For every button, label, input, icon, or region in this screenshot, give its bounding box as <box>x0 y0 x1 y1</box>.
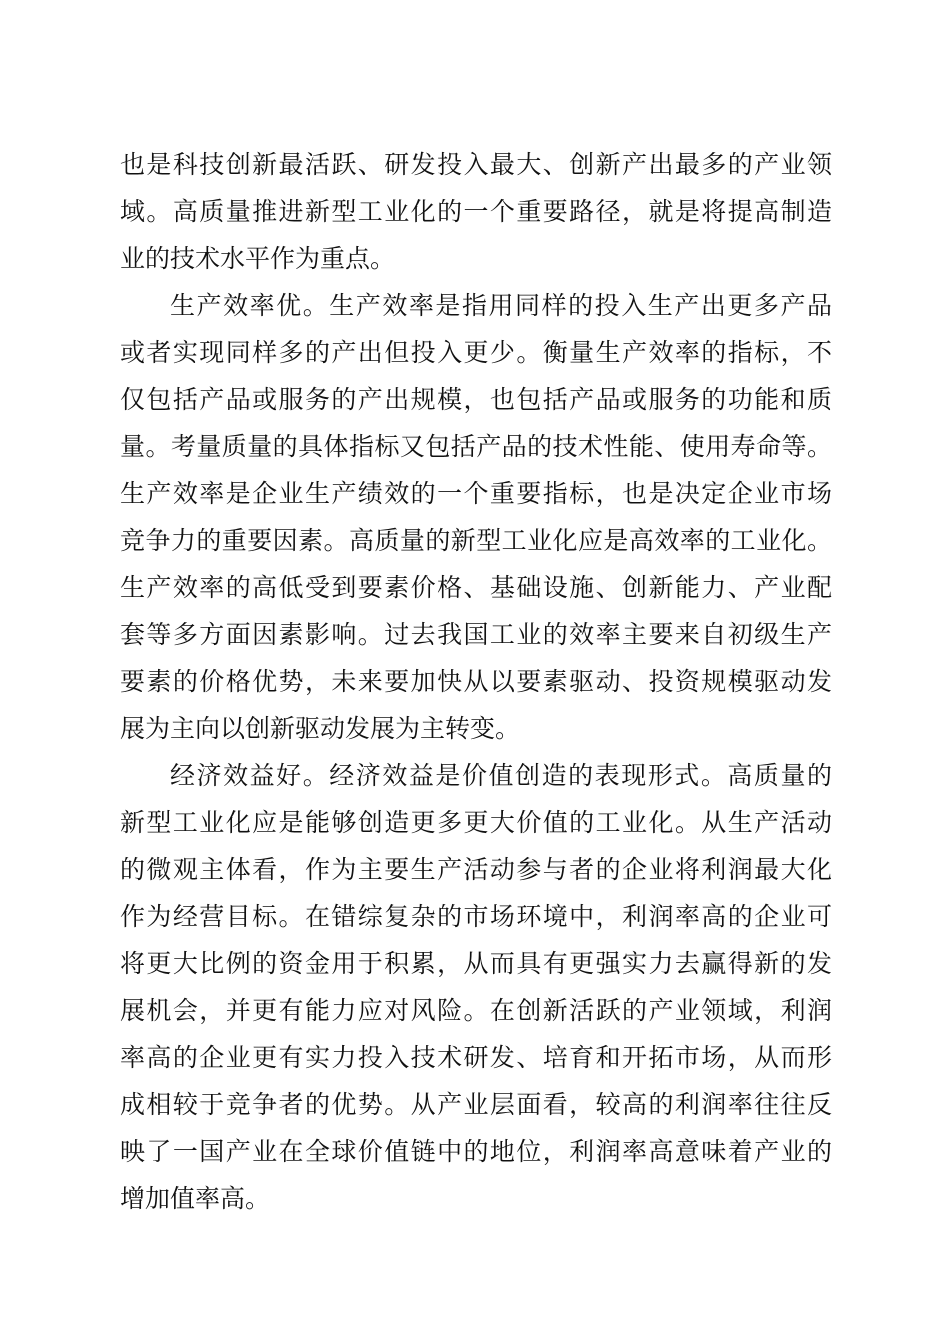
text-line: 成相较于竞争者的优势。从产业层面看，较高的利润率往往反 <box>120 1090 832 1119</box>
text-line: 率高的企业更有实力投入技术研发、培育和开拓市场，从而形 <box>120 1043 832 1072</box>
text-line: 域。高质量推进新型工业化的一个重要路径，就是将提高制造 <box>120 197 832 226</box>
text-line: 的微观主体看，作为主要生产活动参与者的企业将利润最大化 <box>120 855 832 884</box>
text-line: 作为经营目标。在错综复杂的市场环境中，利润率高的企业可 <box>120 902 832 931</box>
text-line: 将更大比例的资金用于积累，从而具有更强实力去赢得新的发 <box>120 949 832 978</box>
text-line: 量。考量质量的具体指标又包括产品的技术性能、使用寿命等。 <box>120 432 832 461</box>
text-line: 业的技术水平作为重点。 <box>120 244 396 273</box>
text-line: 增加值率高。 <box>120 1184 271 1213</box>
text-line: 套等多方面因素影响。过去我国工业的效率主要来自初级生产 <box>120 620 832 649</box>
text-line: 仅包括产品或服务的产出规模，也包括产品或服务的功能和质 <box>120 385 832 414</box>
text-line: 映了一国产业在全球价值链中的地位，利润率高意味着产业的 <box>120 1137 832 1166</box>
text-line: 要素的价格优势，未来要加快从以要素驱动、投资规模驱动发 <box>120 667 832 696</box>
text-line: 或者实现同样多的产出但投入更少。衡量生产效率的指标，不 <box>120 338 832 367</box>
text-line: 经济效益好。经济效益是价值创造的表现形式。高质量的 <box>170 761 832 790</box>
text-line: 生产效率优。生产效率是指用同样的投入生产出更多产品 <box>170 291 832 320</box>
text-line: 竞争力的重要因素。高质量的新型工业化应是高效率的工业化。 <box>120 526 832 555</box>
text-line: 生产效率是企业生产绩效的一个重要指标，也是决定企业市场 <box>120 479 832 508</box>
text-line: 展为主向以创新驱动发展为主转变。 <box>120 714 521 743</box>
text-line: 展机会，并更有能力应对风险。在创新活跃的产业领域，利润 <box>120 996 832 1025</box>
text-line: 也是科技创新最活跃、研发投入最大、创新产出最多的产业领 <box>120 150 832 179</box>
text-line: 生产效率的高低受到要素价格、基础设施、创新能力、产业配 <box>120 573 832 602</box>
text-line: 新型工业化应是能够创造更多更大价值的工业化。从生产活动 <box>120 808 832 837</box>
